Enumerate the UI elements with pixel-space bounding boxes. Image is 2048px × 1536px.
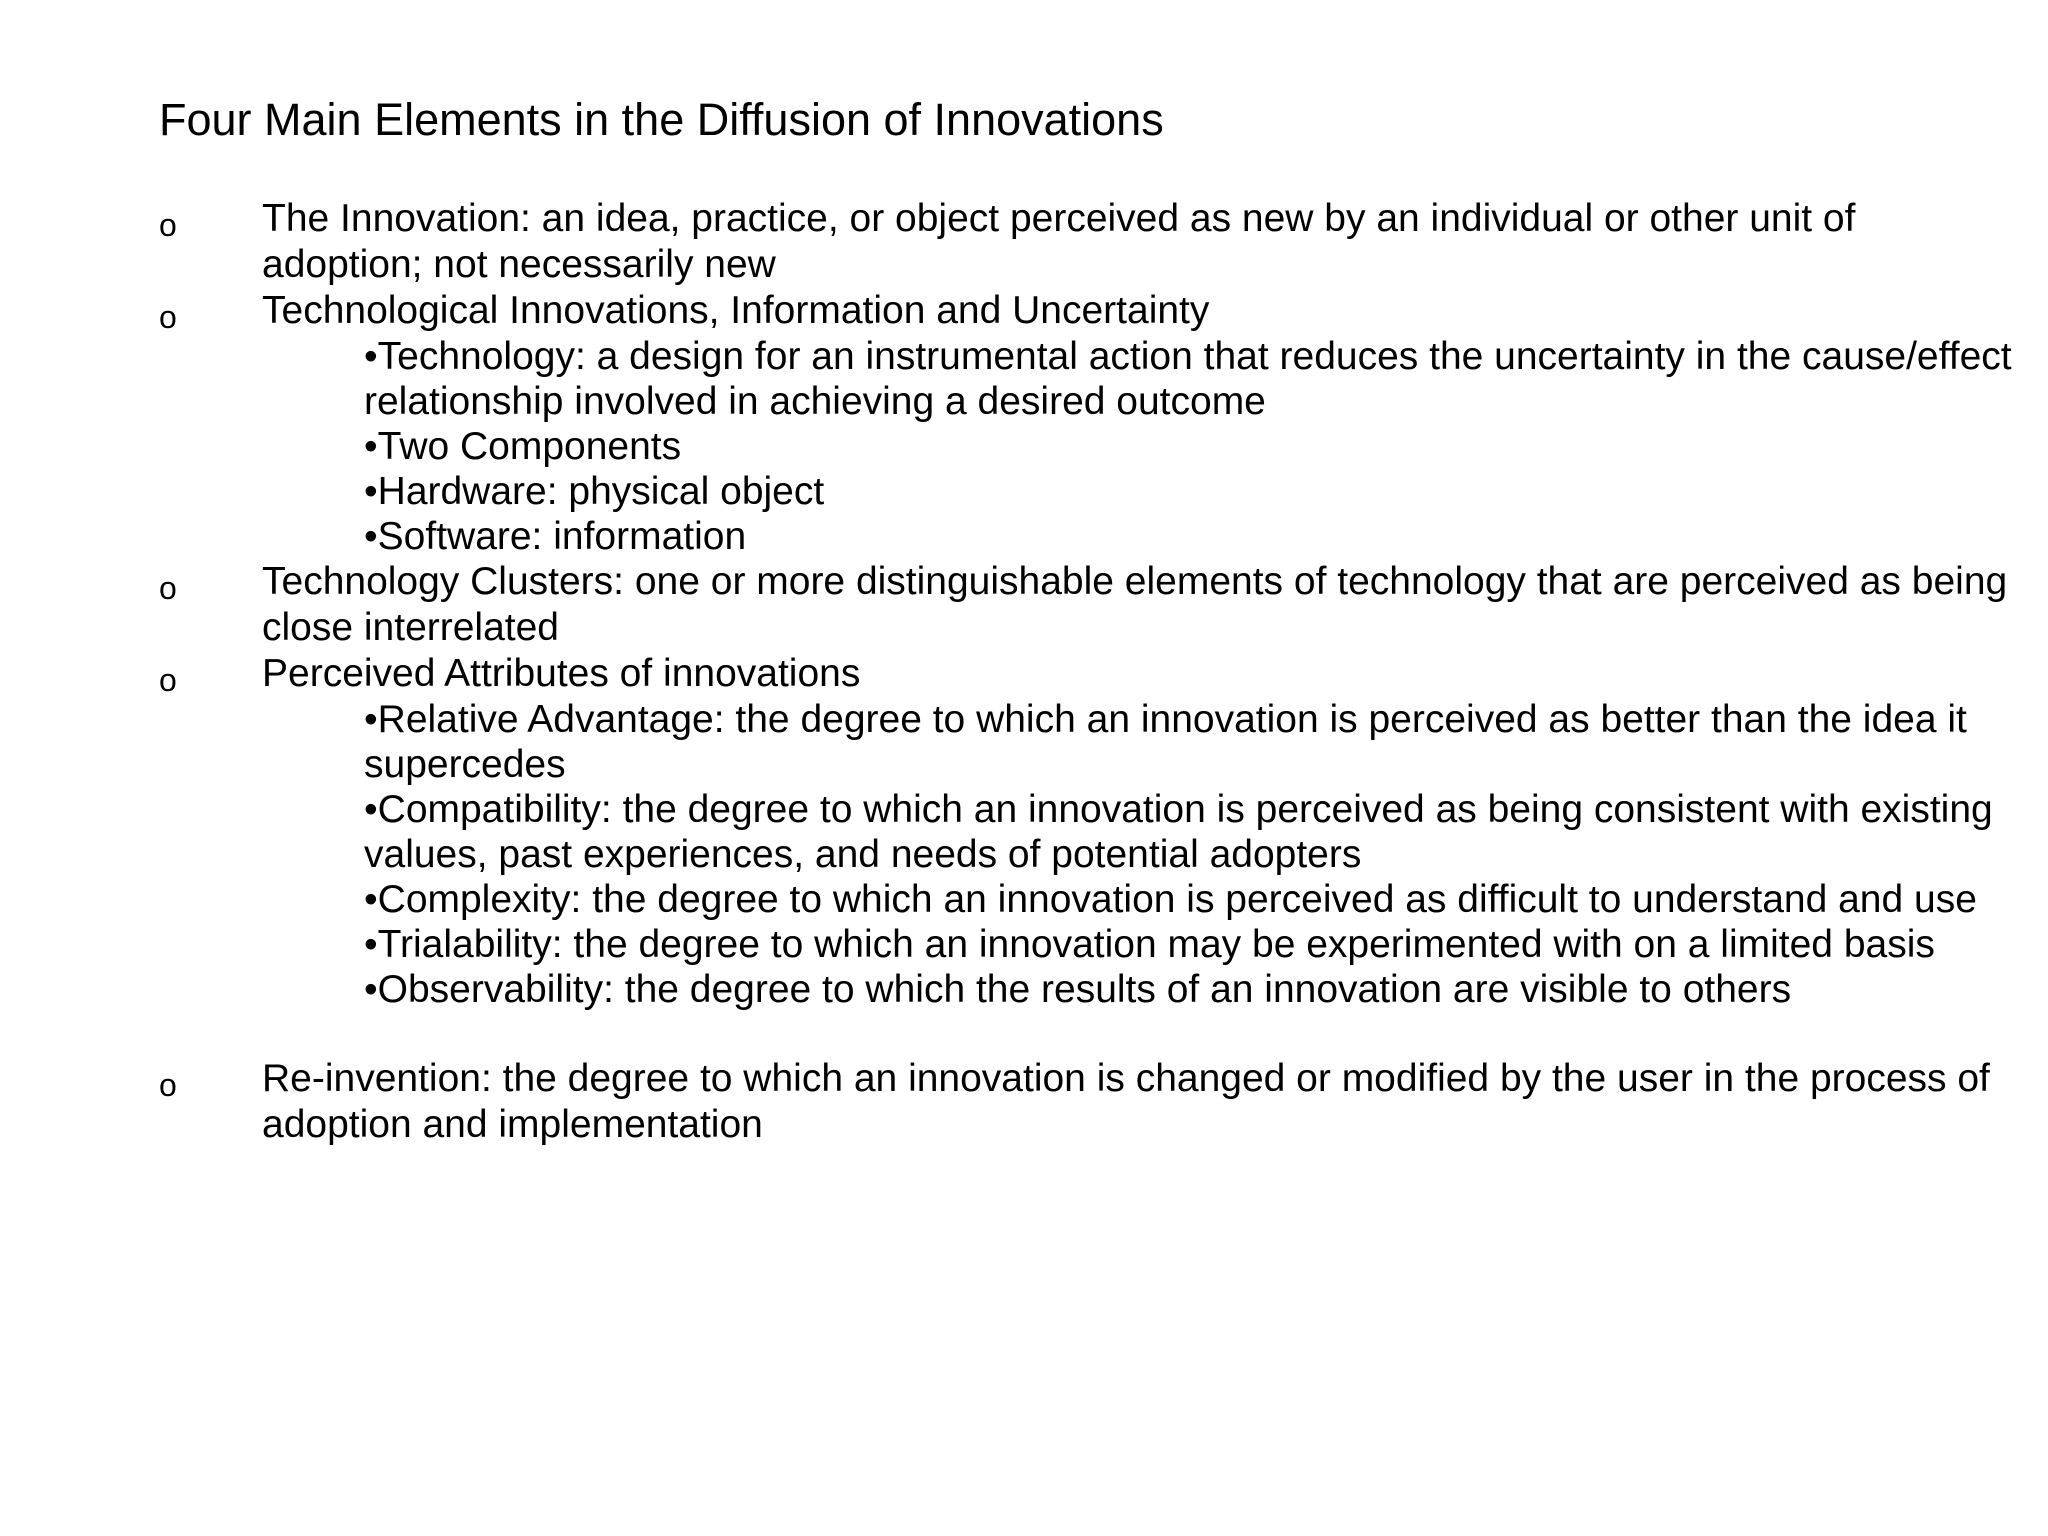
spacer: [0, 1012, 2048, 1056]
list-marker: o: [159, 1067, 177, 1103]
list-item: [0, 196, 2048, 288]
list-item-text: Technology Clusters: one or more distinguishable elements of technology that are perceived as being close interrelated: [262, 560, 2008, 649]
list-item-text: Perceived Attributes of innovations: [262, 652, 861, 695]
sub-item: •Software: information: [364, 515, 747, 558]
sub-item: •Technology: a design for an instrumental action that reduces the uncertainty in the cause/effect relationship involved in achieving a desired outcome: [364, 335, 2012, 423]
sub-item: •Relative Advantage: the degree to which an innovation is perceived as better than the idea it supercedes: [364, 698, 1967, 786]
list-marker: o: [159, 662, 177, 698]
sub-item: •Trialability: the degree to which an innovation may be experimented with on a limited basis: [364, 923, 1935, 966]
list-marker: o: [159, 570, 177, 606]
list-marker: o: [159, 299, 177, 335]
list-item-text: The Innovation: an idea, practice, or object perceived as new by an individual or other unit of adoption; not necessarily new: [262, 197, 1856, 286]
list-marker: o: [159, 207, 177, 243]
list-item-text: Re-invention: the degree to which an innovation is changed or modified by the user in the process of adoption and implementation: [262, 1057, 1990, 1146]
list-item-text: Technological Innovations, Information and Uncertainty: [262, 289, 1210, 332]
list-item: [0, 651, 2048, 697]
list-item: [0, 288, 2048, 334]
sub-item: •Compatibility: the degree to which an innovation is perceived as being consistent with existing values, past experiences, and needs of potential adopters: [364, 788, 1993, 876]
sub-item: •Two Components: [364, 425, 682, 468]
sub-item: •Hardware: physical object: [364, 470, 825, 513]
sub-item: •Observability: the degree to which the results of an innovation are visible to others: [364, 968, 1792, 1011]
list-item: [0, 1056, 2048, 1148]
elements-list: [0, 196, 2048, 1148]
list-item: [0, 559, 2048, 651]
sub-item: •Complexity: the degree to which an innovation is perceived as difficult to understand and use: [364, 878, 1977, 921]
page-title: Four Main Elements in the Diffusion of Innovations: [159, 94, 1164, 145]
